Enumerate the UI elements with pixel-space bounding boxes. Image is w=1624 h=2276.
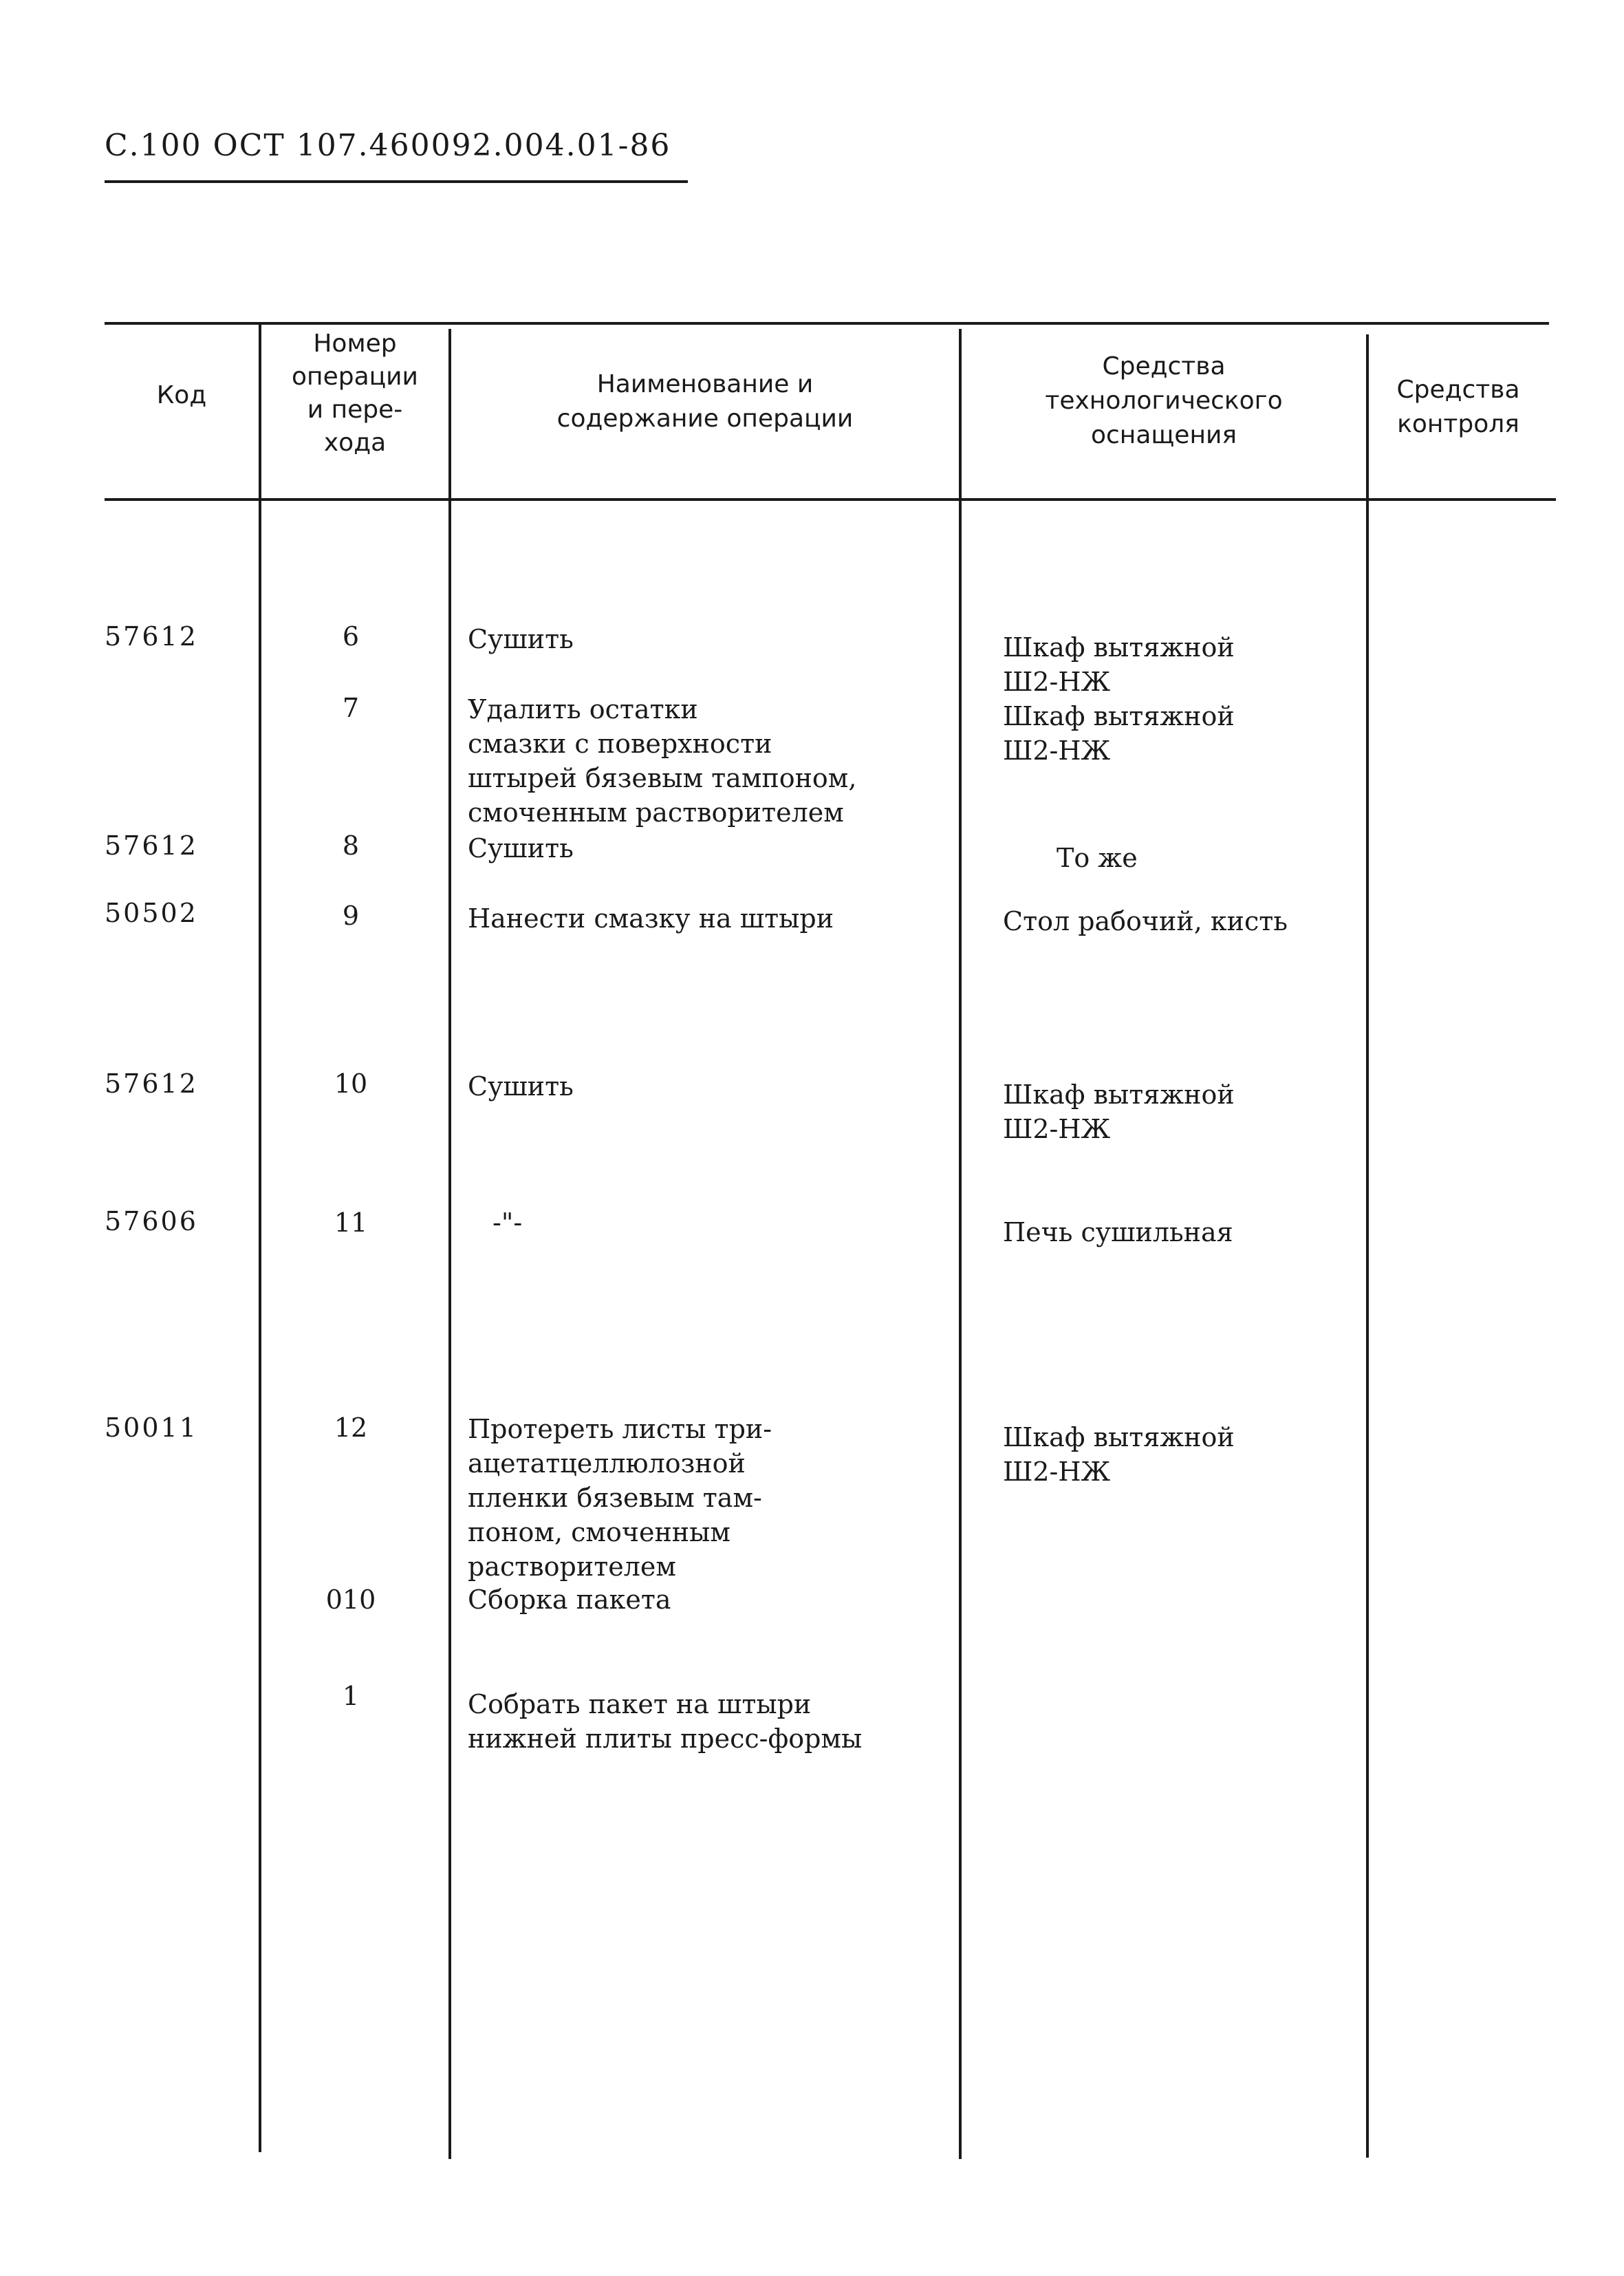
table-row-code: 50502 (105, 898, 198, 928)
header-underline (105, 180, 688, 183)
page-header-designation: С.100 ОСТ 107.460092.004.01-86 (105, 128, 671, 163)
table-header-rule (105, 498, 1556, 501)
column-header-number: Номер операции и пере- хода (292, 330, 418, 457)
column-header-code: Код (156, 381, 207, 409)
table-row-equipment: Печь сушильная (1003, 1217, 1233, 1247)
table-row-code: 50011 (105, 1413, 198, 1443)
table-row-number: 9 (342, 901, 360, 931)
column-header-name: Наименование и содержание операции (556, 370, 854, 433)
table-row-code: 57612 (105, 830, 198, 861)
table-row-number: 1 (342, 1681, 360, 1711)
table-row-code: 57612 (105, 621, 198, 652)
table-row-equipment: Шкаф вытяжной Ш2-НЖ (1003, 1080, 1235, 1144)
table-row-number: 11 (334, 1207, 368, 1238)
table-row-name: Сушить (468, 624, 574, 654)
table-row-number: 12 (334, 1413, 368, 1443)
table-row-number: 10 (334, 1069, 368, 1099)
column-divider-2 (448, 329, 451, 2159)
table-row-equipment: Стол рабочий, кисть (1003, 906, 1288, 936)
table-row-equipment: Шкаф вытяжной Ш2-НЖ (1003, 701, 1235, 766)
table-row-equipment: То же (1057, 843, 1138, 873)
column-divider-4 (1366, 334, 1369, 2158)
column-divider-3 (959, 329, 962, 2159)
table-row-number: 8 (342, 830, 360, 861)
table-row-name: Нанести смазку на штыри (468, 903, 834, 934)
column-header-equipment: Средства технологического оснащения (1045, 352, 1283, 449)
table-row-number: 6 (342, 621, 360, 652)
table-row-name: -"- (492, 1207, 523, 1238)
table-row-name: Сушить (468, 1071, 574, 1102)
table-row-number: 010 (325, 1585, 376, 1615)
table-row-name: Удалить остатки смазки с поверхности штырей бязевым тампоном, смоченным растворителем (468, 694, 857, 828)
table-row-number: 7 (342, 693, 360, 723)
table-row-equipment: Шкаф вытяжной Ш2-НЖ (1003, 1422, 1235, 1487)
table-row-code: 57606 (105, 1206, 198, 1236)
table-row-name: Протереть листы три- ацетатцеллюлозной пленки бязевым там- поном, смоченным растворителем (468, 1414, 772, 1582)
column-header-control: Средства контроля (1396, 376, 1520, 438)
table-row-code: 57612 (105, 1069, 198, 1099)
table-row-equipment: Шкаф вытяжной Ш2-НЖ (1003, 632, 1235, 697)
table-top-rule (105, 322, 1549, 325)
table-row-name: Сборка пакета (468, 1585, 671, 1615)
table-row-name: Собрать пакет на штыри нижней плиты пресс-формы (468, 1689, 863, 1754)
table-row-name: Сушить (468, 833, 574, 863)
